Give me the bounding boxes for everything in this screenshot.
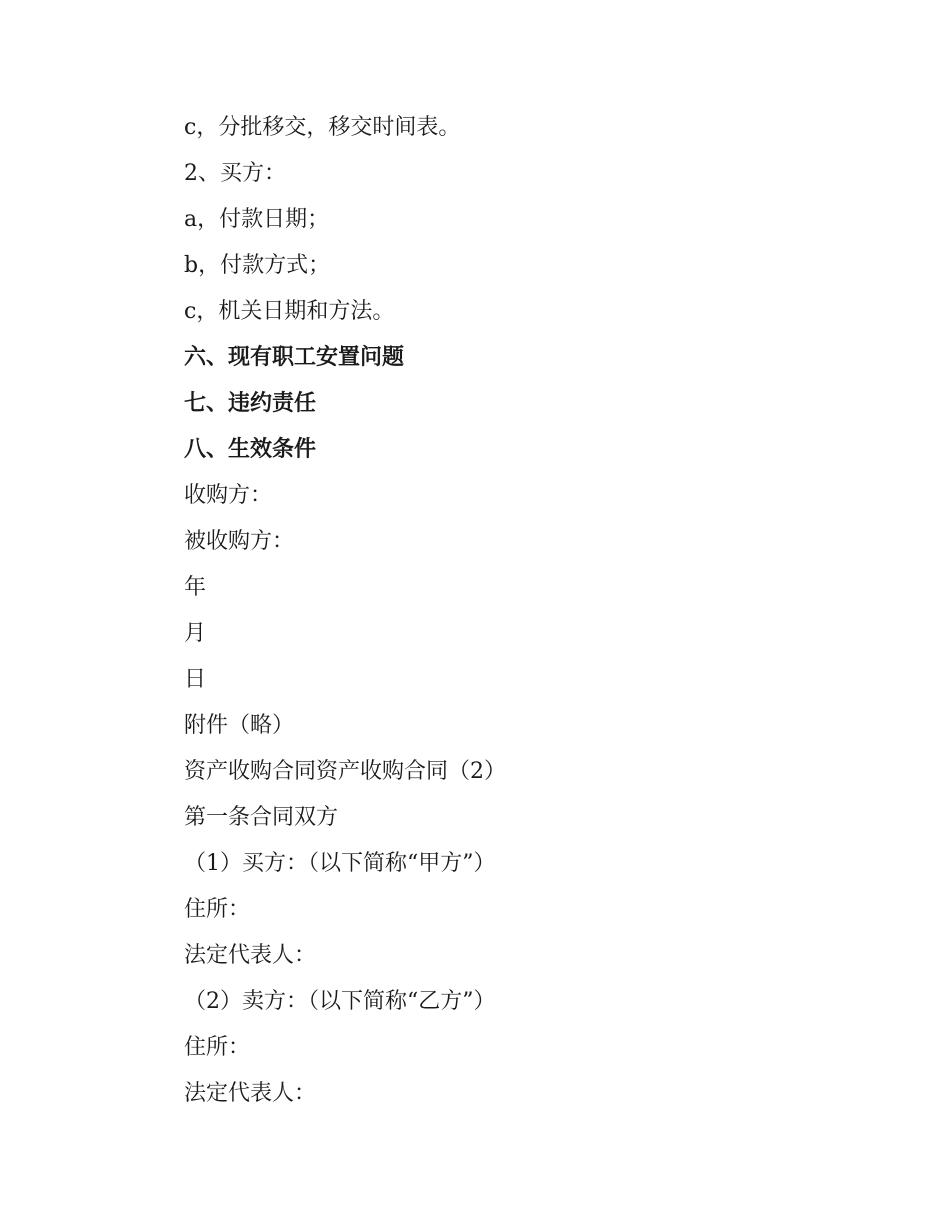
section-heading-liability: 七、违约责任	[184, 391, 317, 416]
section-heading-conditions: 八、生效条件	[184, 437, 317, 462]
item-2-buyer: 2、买方：	[184, 161, 286, 186]
contract-title: 资产收购合同资产收购合同（2）	[184, 759, 506, 784]
date-day-label: 日	[184, 667, 207, 692]
seller-party: （2）卖方：（以下简称“乙方”）	[184, 989, 496, 1014]
seller-representative-label: 法定代表人：	[184, 1081, 317, 1106]
article-one-heading: 第一条合同双方	[184, 805, 339, 830]
item-b-payment-method: b，付款方式；	[184, 253, 331, 278]
item-c-date-method: c，机关日期和方法。	[184, 299, 395, 324]
buyer-representative-label: 法定代表人：	[184, 943, 317, 968]
document-body	[184, 105, 884, 1117]
attachment-note: 附件（略）	[184, 713, 295, 738]
date-month-label: 月	[184, 621, 207, 646]
date-year-label: 年	[184, 575, 207, 600]
buyer-address-label: 住所：	[184, 897, 251, 922]
item-a-payment-date: a，付款日期；	[184, 207, 330, 232]
acquirer-label: 收购方：	[184, 483, 273, 508]
seller-address-label: 住所：	[184, 1035, 251, 1060]
item-c-batch-transfer: c，分批移交，移交时间表。	[184, 115, 461, 140]
acquiree-label: 被收购方：	[184, 529, 295, 554]
buyer-party: （1）买方：（以下简称“甲方”）	[184, 851, 496, 876]
section-heading-staff: 六、现有职工安置问题	[184, 345, 405, 370]
